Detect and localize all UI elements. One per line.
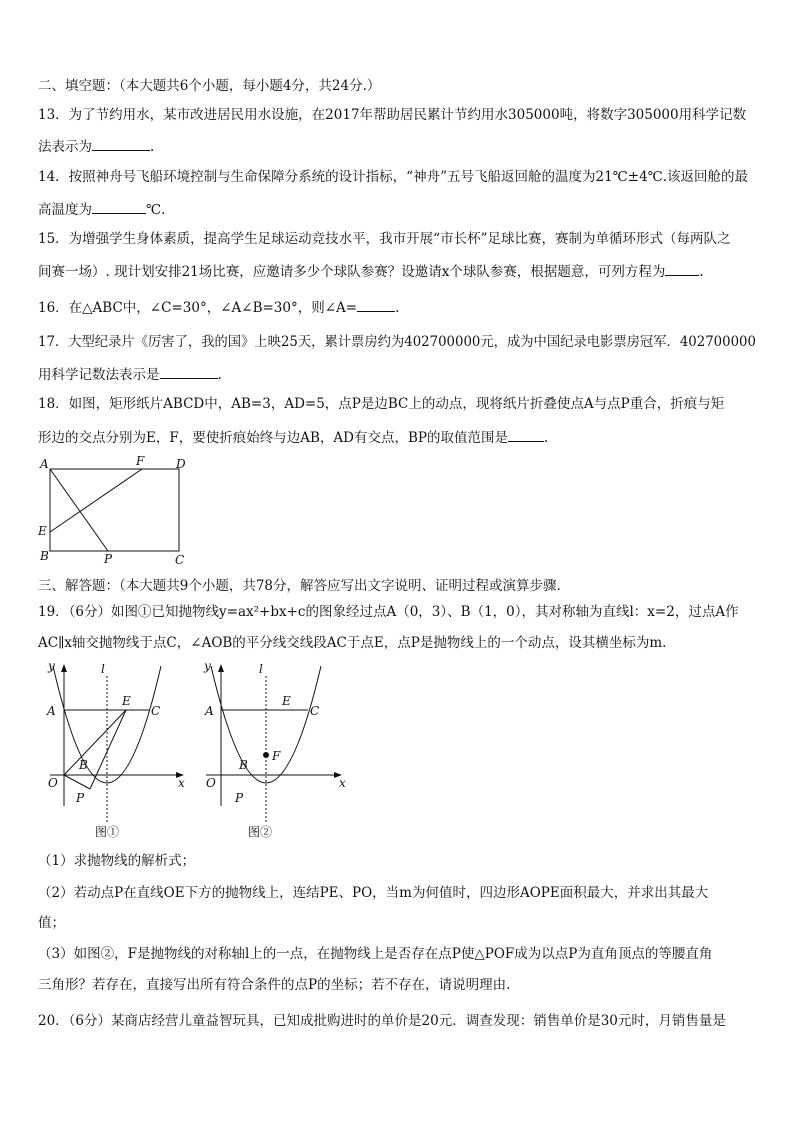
label-a: A [47, 704, 56, 718]
point-f [263, 752, 269, 758]
figure-2-parabola [198, 656, 358, 846]
question-15-line-1: 15．为增强学生身体素质，提高学生足球运动竞技水平，我市开展“市长杯”足球比赛，赛制为单循环形式（每两队之 [38, 231, 731, 247]
question-13-tail: . [150, 139, 155, 155]
question-17-tail: . [217, 367, 222, 383]
segment-pe [90, 710, 126, 789]
label-l: l [101, 662, 105, 676]
label-a: A [40, 457, 49, 471]
section-3-header: 三、解答题：（本大题共9个小题，共78分，解答应写出文字说明、证明过程或演算步骤. [38, 578, 561, 594]
question-15-text: 间赛一场）. 现计划安排21场比赛，应邀请多少个球队参赛？设邀请x个球队参赛，根据题意，可列方程为 [38, 264, 666, 280]
question-15-line-2 [38, 261, 704, 281]
segment-oe [64, 710, 126, 775]
label-y: y [48, 659, 55, 673]
question-14-text: 高温度为 [38, 202, 92, 218]
label-e: E [122, 694, 131, 708]
question-14-line-1: 14．按照神舟号飞船环境控制与生命保障分系统的设计指标，“神舟”五号飞船返回舱的温度为21℃±4℃.该返回舱的最 [38, 169, 749, 185]
rectangle-abcd [50, 469, 179, 551]
question-16-line-1 [38, 297, 399, 317]
answer-blank [508, 427, 544, 442]
section-2-header: 二、填空题：（本大题共6个小题，每小题4分，共24分.） [38, 78, 381, 94]
label-c: C [310, 704, 320, 718]
answer-blank [665, 261, 699, 276]
label-b: B [239, 758, 248, 772]
answer-blank [92, 136, 150, 151]
question-16-text: 16．在△ABC中，∠C=30°，∠A∠B=30°，则∠A= [38, 300, 358, 316]
label-a: A [205, 704, 214, 718]
figure-q18-rectangle [34, 452, 194, 568]
label-f: F [136, 454, 145, 468]
label-p: P [76, 791, 85, 805]
segment-op [64, 775, 90, 789]
label-c: C [151, 704, 161, 718]
label-l: l [259, 662, 263, 676]
question-15-tail: . [699, 264, 704, 280]
question-16-tail: . [395, 300, 400, 316]
question-13-line-1: 13．为了节约用水，某市改进居民用水设施，在2017年帮助居民累计节约用水305000吨，将数字305000用科学记数 [38, 107, 747, 123]
label-e: E [38, 524, 47, 538]
question-19-part-2-line-1: （2）若动点P在直线OE下方的抛物线上，连结PE、PO，当m为何值时，四边形AOPE面积最大，并求出其最大 [38, 885, 709, 901]
question-18-tail: . [543, 430, 549, 446]
question-19-part-3-line-2: 三角形？若存在，直接写出所有符合条件的点P的坐标；若不存在，请说明理由. [38, 977, 511, 993]
label-x: x [178, 776, 185, 790]
label-c: C [175, 553, 185, 567]
answer-blank [92, 199, 146, 214]
label-b: B [40, 549, 49, 563]
question-14-line-2 [38, 199, 165, 219]
question-20-line-1: 20．（6分）某商店经营儿童益智玩具，已知成批购进时的单价是20元．调查发现：销售单价是30元时，月销售量是 [38, 1013, 726, 1029]
question-18-line-2 [38, 427, 548, 447]
label-p: P [104, 552, 113, 566]
label-d: D [176, 457, 186, 471]
label-p: P [235, 791, 244, 805]
question-18-text: 形边的交点分别为E，F，要使折痕始终与边AB，AD有交点，BP的取值范围是 [38, 430, 508, 446]
figure-1-caption: 图① [95, 825, 120, 839]
label-f: F [272, 749, 281, 763]
question-19-part-2-line-2: 值； [38, 915, 65, 931]
answer-blank [357, 297, 395, 312]
segment-ap [50, 469, 108, 551]
question-14-tail: ℃. [146, 202, 166, 218]
figure-2-caption: 图② [248, 825, 273, 839]
question-19-part-1: （1）求抛物线的解析式； [38, 853, 196, 869]
label-b: B [79, 758, 88, 772]
question-17-line-2 [38, 364, 222, 384]
answer-blank [160, 364, 218, 379]
question-17-text: 用科学记数法表示是 [38, 367, 160, 383]
question-19-part-3-line-1: （3）如图②，F是抛物线的对称轴l上的一点，在抛物线上是否存在点P使△POF成为以点P为直角顶点的等腰直角 [38, 946, 713, 962]
question-18-line-1: 18．如图，矩形纸片ABCD中，AB=3，AD=5，点P是边BC上的动点，现将纸片折叠使点A与点P重合，折痕与矩 [38, 396, 725, 412]
figure-1-parabola [40, 656, 200, 846]
label-o: O [206, 776, 216, 790]
question-13-text: 法表示为 [38, 139, 92, 155]
label-x: x [339, 776, 346, 790]
y-axis-arrow [218, 664, 224, 672]
question-19-line-1: 19．（6分）如图①已知抛物线y=ax²+bx+c的图象经过点A（0，3）、B（1，0），其对称轴为直线l：x=2，过点A作 [38, 604, 739, 620]
segment-ef [50, 469, 142, 532]
label-e: E [282, 694, 291, 708]
question-19-line-2: AC∥x轴交抛物线于点C，∠AOB的平分线交线段AC于点E，点P是抛物线上的一个动点，设其横坐标为m. [38, 635, 667, 651]
label-o: O [48, 776, 58, 790]
y-axis-arrow [61, 664, 67, 672]
question-17-line-1: 17．大型纪录片《厉害了，我的国》上映25天，累计票房约为402700000元，成为中国纪录电影票房冠军．402700000 [38, 334, 756, 350]
label-y: y [204, 659, 211, 673]
question-13-line-2 [38, 136, 154, 156]
